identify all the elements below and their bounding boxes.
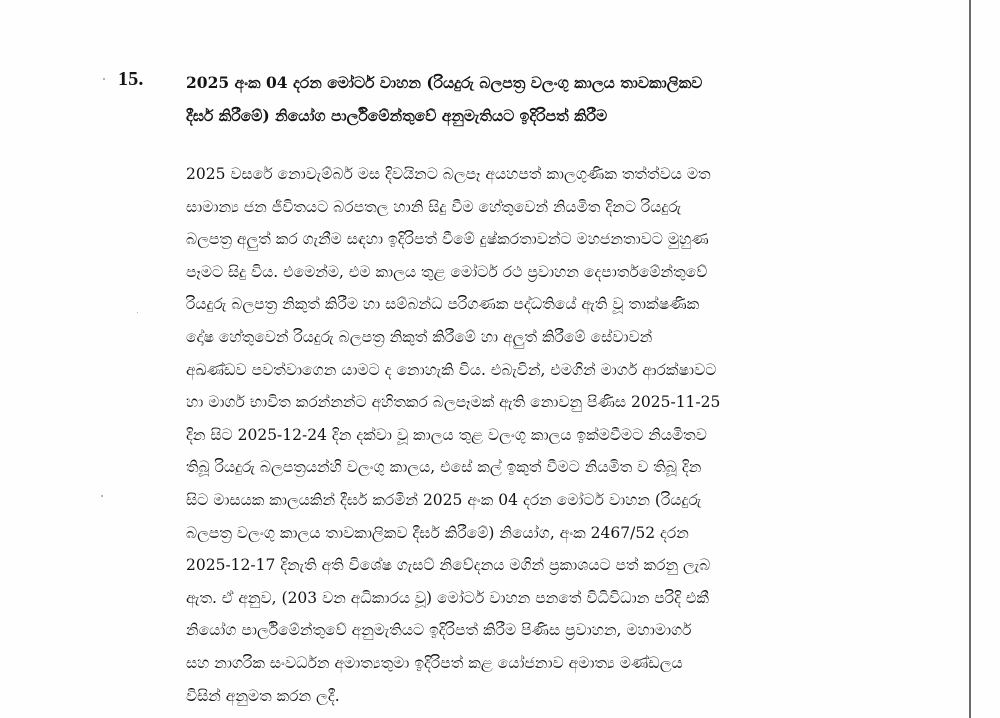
- item-title: 2025 අංක 04 දරන මෝටර් වාහන (රියදුරු බලපත්‍ර වලංගු කාලය තාවකාලිකව දීර්ඝ කිරීමේ) නියෝග පාර්ලිමේන්තුවේ අනුමැතියට ඉදිරිපත් කිරීම: [186, 73, 703, 125]
- scan-speck: [101, 495, 103, 497]
- page-edge-rule: [969, 0, 971, 718]
- item-body-paragraph: 2025 වසරේ නොවැම්බර් මස දිවයිනට බලපෑ අයහපත් කාලගුණික තත්ත්වය මත සාමාන්‍ය ජන ජීවිතයට බරපතල හානි සිදු වීම හේතුවෙන් නියමිත දිනට රියදුරු බලපත්‍ර අලුත් කර ගැනීම සඳහා ඉදිරිපත් වීමේ දුෂ්කරතාවන්ට මහජනතාවට මුහුණ පෑමට සිදු විය. එමෙන්ම, එම කාලය තුළ මෝටර් රථ ප්‍රවාහන දෙපාර්තමේන්තුවේ රියදුරු බලපත්‍ර නිකුත් කිරීම හා සම්බන්ධ පරිගණක පද්ධතියේ ඇති වූ තාක්ෂණික දෝෂ හේතුවෙන් රියදුරු බලපත්‍ර නිකුත් කිරීමේ හා අලුත් කිරීමේ සේවාවන් අඛණ්ඩව පවත්වාගෙන යාමට ද නොහැකි විය. එබැවින්, එමගින් මාර්ග ආරක්ෂාවට හා මාර්ග භාවිත කරන්නන්ට අහිතකර බලපෑමක් ඇති නොවනු පිණිස 2025-11-25 දින සිට 2025-12-24 දින දක්වා වූ කාලය තුළ වලංගු කාලය ඉක්මවීමට නියමිතව තිබූ රියදුරු බලපත්‍රයන්හි වලංගු කාලය, එසේ කල් ඉකුත් වීමට නියමිත ව තිබූ දින සිට මාසයක කාලයකින් දීර්ඝ කරමින් 2025 අංක 04 දරන මෝටර් වාහන (රියදුරු බලපත්‍ර වලංගු කාලය තාවකාලිකව දීර්ඝ කිරීමේ) නියෝග, අංක 2467/52 දරන 2025-12-17 දිනැති අති විශේෂ ගැසට් නිවේදනය මගින් ප්‍රකාශයට පත් කරනු ලැබ ඇත. ඒ අනුව, (203 වන අධිකාරය වූ) මෝටර් වාහන පනතේ විධිවිධාන පරිදි එකී නියෝග පාර්ලිමේන්තුවේ අනුමැතියට ඉදිරිපත් කිරීම පිණිස ප්‍රවාහන, මහාමාර්ග සහ නාගරික සංවර්ධන අමාත්‍යතුමා ඉදිරිපත් කළ යෝජනාව අමාත්‍ය මණ්ඩලය විසින් අනුමත කරන ලදී.: [186, 165, 721, 705]
- item-number: 15.: [118, 68, 144, 90]
- scan-speck: [137, 312, 138, 313]
- scan-speck: [103, 78, 105, 80]
